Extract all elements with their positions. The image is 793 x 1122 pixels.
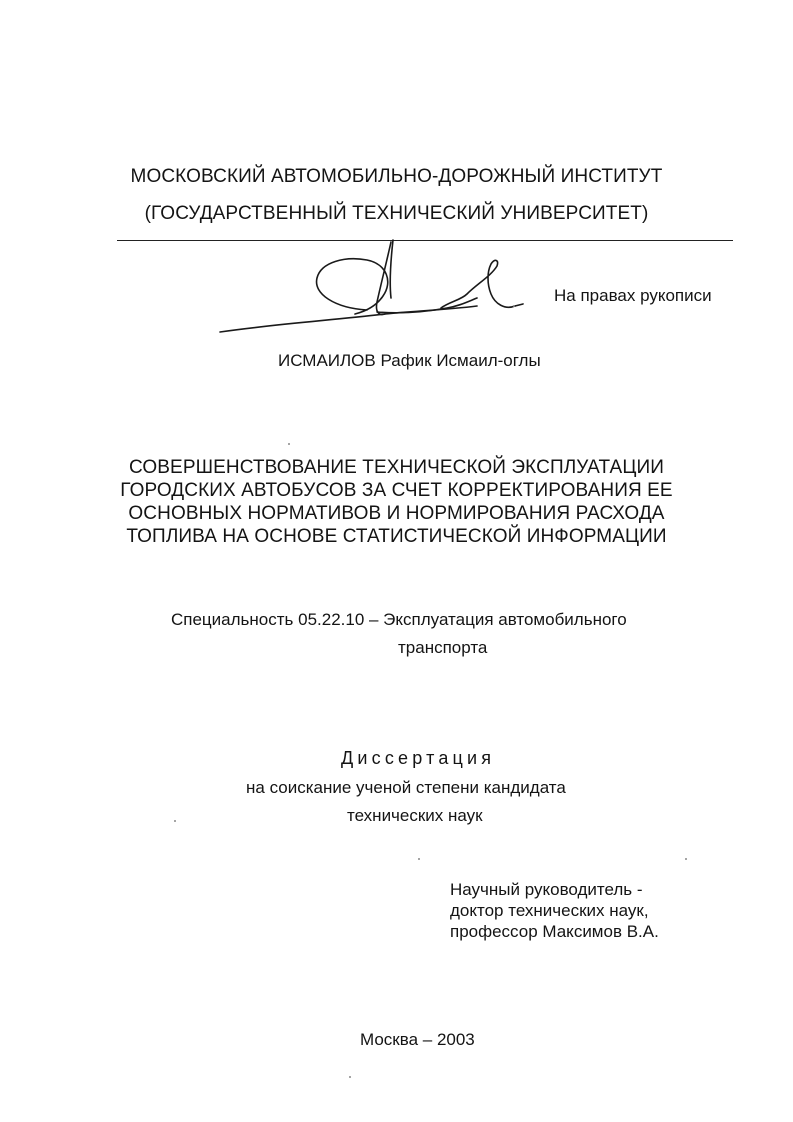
institution-name: МОСКОВСКИЙ АВТОМОБИЛЬНО-ДОРОЖНЫЙ ИНСТИТУТ — [130, 166, 663, 187]
scan-speck — [349, 1076, 351, 1078]
scan-speck — [685, 858, 687, 860]
scan-speck — [513, 305, 515, 307]
specialty-line-continued: транспорта — [398, 638, 488, 657]
advisor-degree: доктор технических наук, — [450, 901, 649, 920]
title-line: ГОРОДСКИХ АВТОБУСОВ ЗА СЧЕТ КОРРЕКТИРОВАНИЯ ЕЕ — [120, 480, 673, 501]
degree-line: на соискание ученой степени кандидата — [246, 778, 566, 797]
title-line: СОВЕРШЕНСТВОВАНИЕ ТЕХНИЧЕСКОЙ ЭКСПЛУАТАЦИИ — [129, 457, 664, 478]
specialty-line: Специальность 05.22.10 – Эксплуатация автомобильного — [171, 610, 627, 629]
scan-speck — [418, 858, 420, 860]
scan-speck — [288, 443, 290, 445]
author-signature — [215, 236, 535, 336]
work-type-heading: Диссертация — [341, 748, 496, 768]
manuscript-rights-note: На правах рукописи — [554, 286, 712, 305]
scan-speck — [174, 820, 176, 822]
degree-field: технических наук — [347, 806, 483, 825]
author-name: ИСМАИЛОВ Рафик Исмаил-оглы — [278, 351, 541, 370]
title-line: ОСНОВНЫХ НОРМАТИВОВ И НОРМИРОВАНИЯ РАСХОДА — [128, 503, 665, 524]
title-line: ТОПЛИВА НА ОСНОВЕ СТАТИСТИЧЕСКОЙ ИНФОРМАЦИИ — [126, 526, 667, 547]
institution-subtitle: (ГОСУДАРСТВЕННЫЙ ТЕХНИЧЕСКИЙ УНИВЕРСИТЕТ) — [144, 203, 649, 224]
advisor-name: профессор Максимов В.А. — [450, 922, 659, 941]
city-year: Москва – 2003 — [360, 1030, 475, 1049]
advisor-role: Научный руководитель - — [450, 880, 643, 899]
